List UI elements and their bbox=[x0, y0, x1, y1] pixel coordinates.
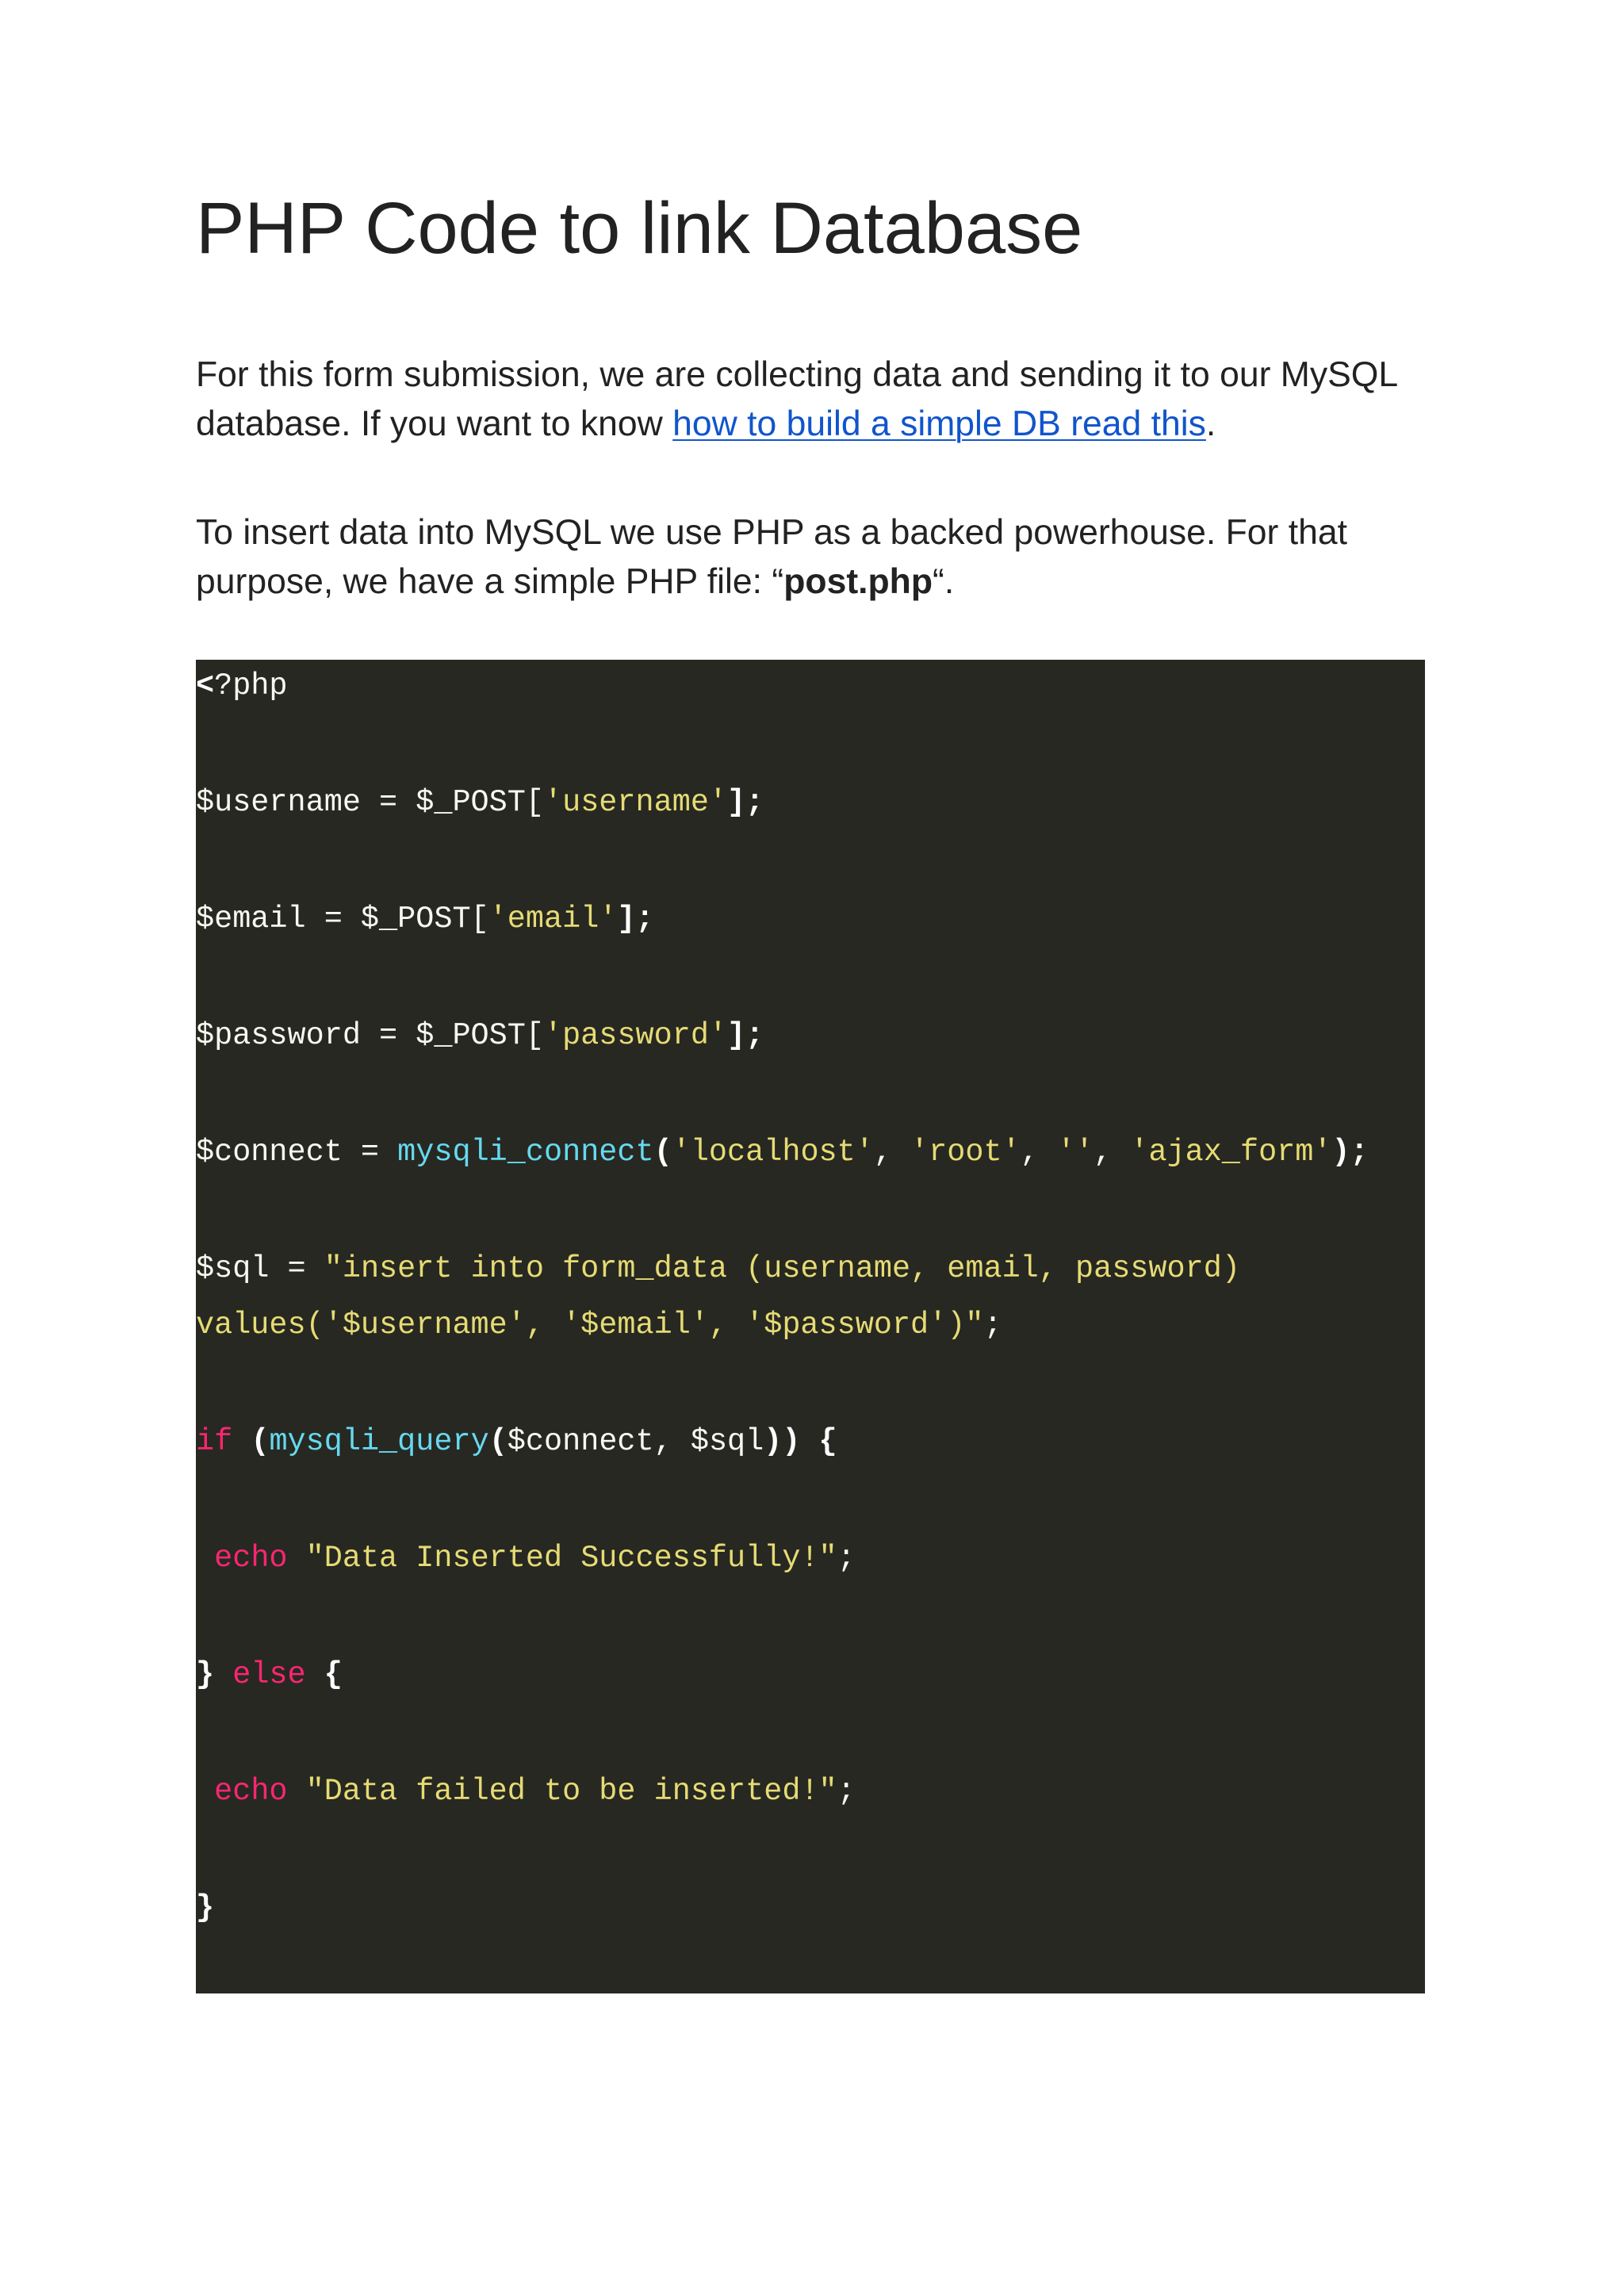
code-token: $sql = bbox=[196, 1251, 324, 1286]
code-line-sql-2 bbox=[196, 1307, 1002, 1343]
code-token: else bbox=[232, 1657, 306, 1692]
code-line-close-brace bbox=[196, 1890, 214, 1926]
code-token: if bbox=[196, 1424, 233, 1459]
code-token: )) { bbox=[764, 1424, 837, 1459]
code-token: $connect = bbox=[196, 1135, 398, 1170]
code-token: $password = $_POST[ bbox=[196, 1018, 544, 1053]
code-token: mysqli_connect bbox=[397, 1135, 654, 1170]
code-token: 'email' bbox=[488, 902, 618, 936]
php-description-paragraph bbox=[196, 508, 1433, 607]
code-token: $username = $_POST[ bbox=[196, 785, 544, 820]
intro-text-end: . bbox=[1205, 404, 1216, 443]
code-token bbox=[196, 1774, 214, 1809]
code-line-username bbox=[196, 784, 764, 821]
code-token: , bbox=[1020, 1135, 1057, 1170]
code-token: $email = $_POST[ bbox=[196, 902, 489, 936]
code-token: ; bbox=[983, 1308, 1002, 1342]
code-token: ]; bbox=[727, 785, 764, 820]
code-token: "Data failed to be inserted!" bbox=[305, 1774, 837, 1809]
code-token bbox=[214, 1657, 232, 1692]
code-line-php-open bbox=[196, 668, 288, 704]
code-token: } bbox=[196, 1657, 215, 1692]
code-token: ]; bbox=[617, 902, 654, 936]
code-line-password bbox=[196, 1017, 764, 1054]
code-token: 'localhost' bbox=[672, 1135, 874, 1170]
code-line-connect bbox=[196, 1134, 1369, 1170]
code-line-email bbox=[196, 901, 654, 937]
code-token: 'ajax_form' bbox=[1130, 1135, 1332, 1170]
code-token: , bbox=[873, 1135, 911, 1170]
page-title: PHP Code to link Database bbox=[196, 188, 1083, 269]
code-token: 'root' bbox=[910, 1135, 1021, 1170]
code-token: ; bbox=[837, 1541, 856, 1576]
code-token: values('$username', '$email', '$password')" bbox=[196, 1308, 984, 1342]
code-token bbox=[288, 1774, 306, 1809]
code-line-echo-success bbox=[196, 1540, 856, 1576]
intro-paragraph bbox=[196, 350, 1433, 449]
code-token bbox=[288, 1541, 306, 1576]
code-token: ; bbox=[837, 1774, 856, 1809]
code-token: ( bbox=[251, 1424, 270, 1459]
code-token: 'password' bbox=[543, 1018, 728, 1053]
code-token: } bbox=[196, 1890, 215, 1925]
code-token: echo bbox=[214, 1774, 288, 1809]
code-line-sql-1 bbox=[196, 1250, 1240, 1287]
intro-text: For this form submission, we are collecting data and sending it to our MySQL database. If you want to know bbox=[196, 355, 1397, 443]
code-token: < bbox=[196, 668, 215, 703]
code-line-if bbox=[196, 1423, 837, 1460]
simple-db-link[interactable]: how to build a simple DB read this bbox=[672, 404, 1206, 443]
code-token: ( bbox=[653, 1135, 672, 1170]
code-token: ]; bbox=[727, 1018, 764, 1053]
code-token: ); bbox=[1331, 1135, 1369, 1170]
php-description-text-end: “. bbox=[933, 562, 955, 601]
code-line-echo-failure bbox=[196, 1773, 856, 1810]
code-token bbox=[196, 1541, 214, 1576]
code-token: ?php bbox=[214, 668, 288, 703]
code-token: echo bbox=[214, 1541, 288, 1576]
code-line-else bbox=[196, 1656, 343, 1693]
code-token: mysqli_query bbox=[269, 1424, 489, 1459]
post-php-filename: post.php bbox=[783, 562, 933, 601]
code-token: "Data Inserted Successfully!" bbox=[305, 1541, 837, 1576]
code-token: 'username' bbox=[543, 785, 728, 820]
code-token: "insert into form_data (username, email, password) bbox=[324, 1251, 1240, 1286]
php-code-block bbox=[196, 660, 1425, 1993]
code-token: { bbox=[305, 1657, 343, 1692]
code-token: ( bbox=[488, 1424, 508, 1459]
code-token: $connect, $sql bbox=[507, 1424, 764, 1459]
code-token: '' bbox=[1056, 1135, 1094, 1170]
code-token bbox=[232, 1424, 251, 1459]
php-description-text: To insert data into MySQL we use PHP as a backed powerhouse. For that purpose, we have a simple PHP file: “ bbox=[196, 513, 1347, 601]
code-token: , bbox=[1094, 1135, 1131, 1170]
